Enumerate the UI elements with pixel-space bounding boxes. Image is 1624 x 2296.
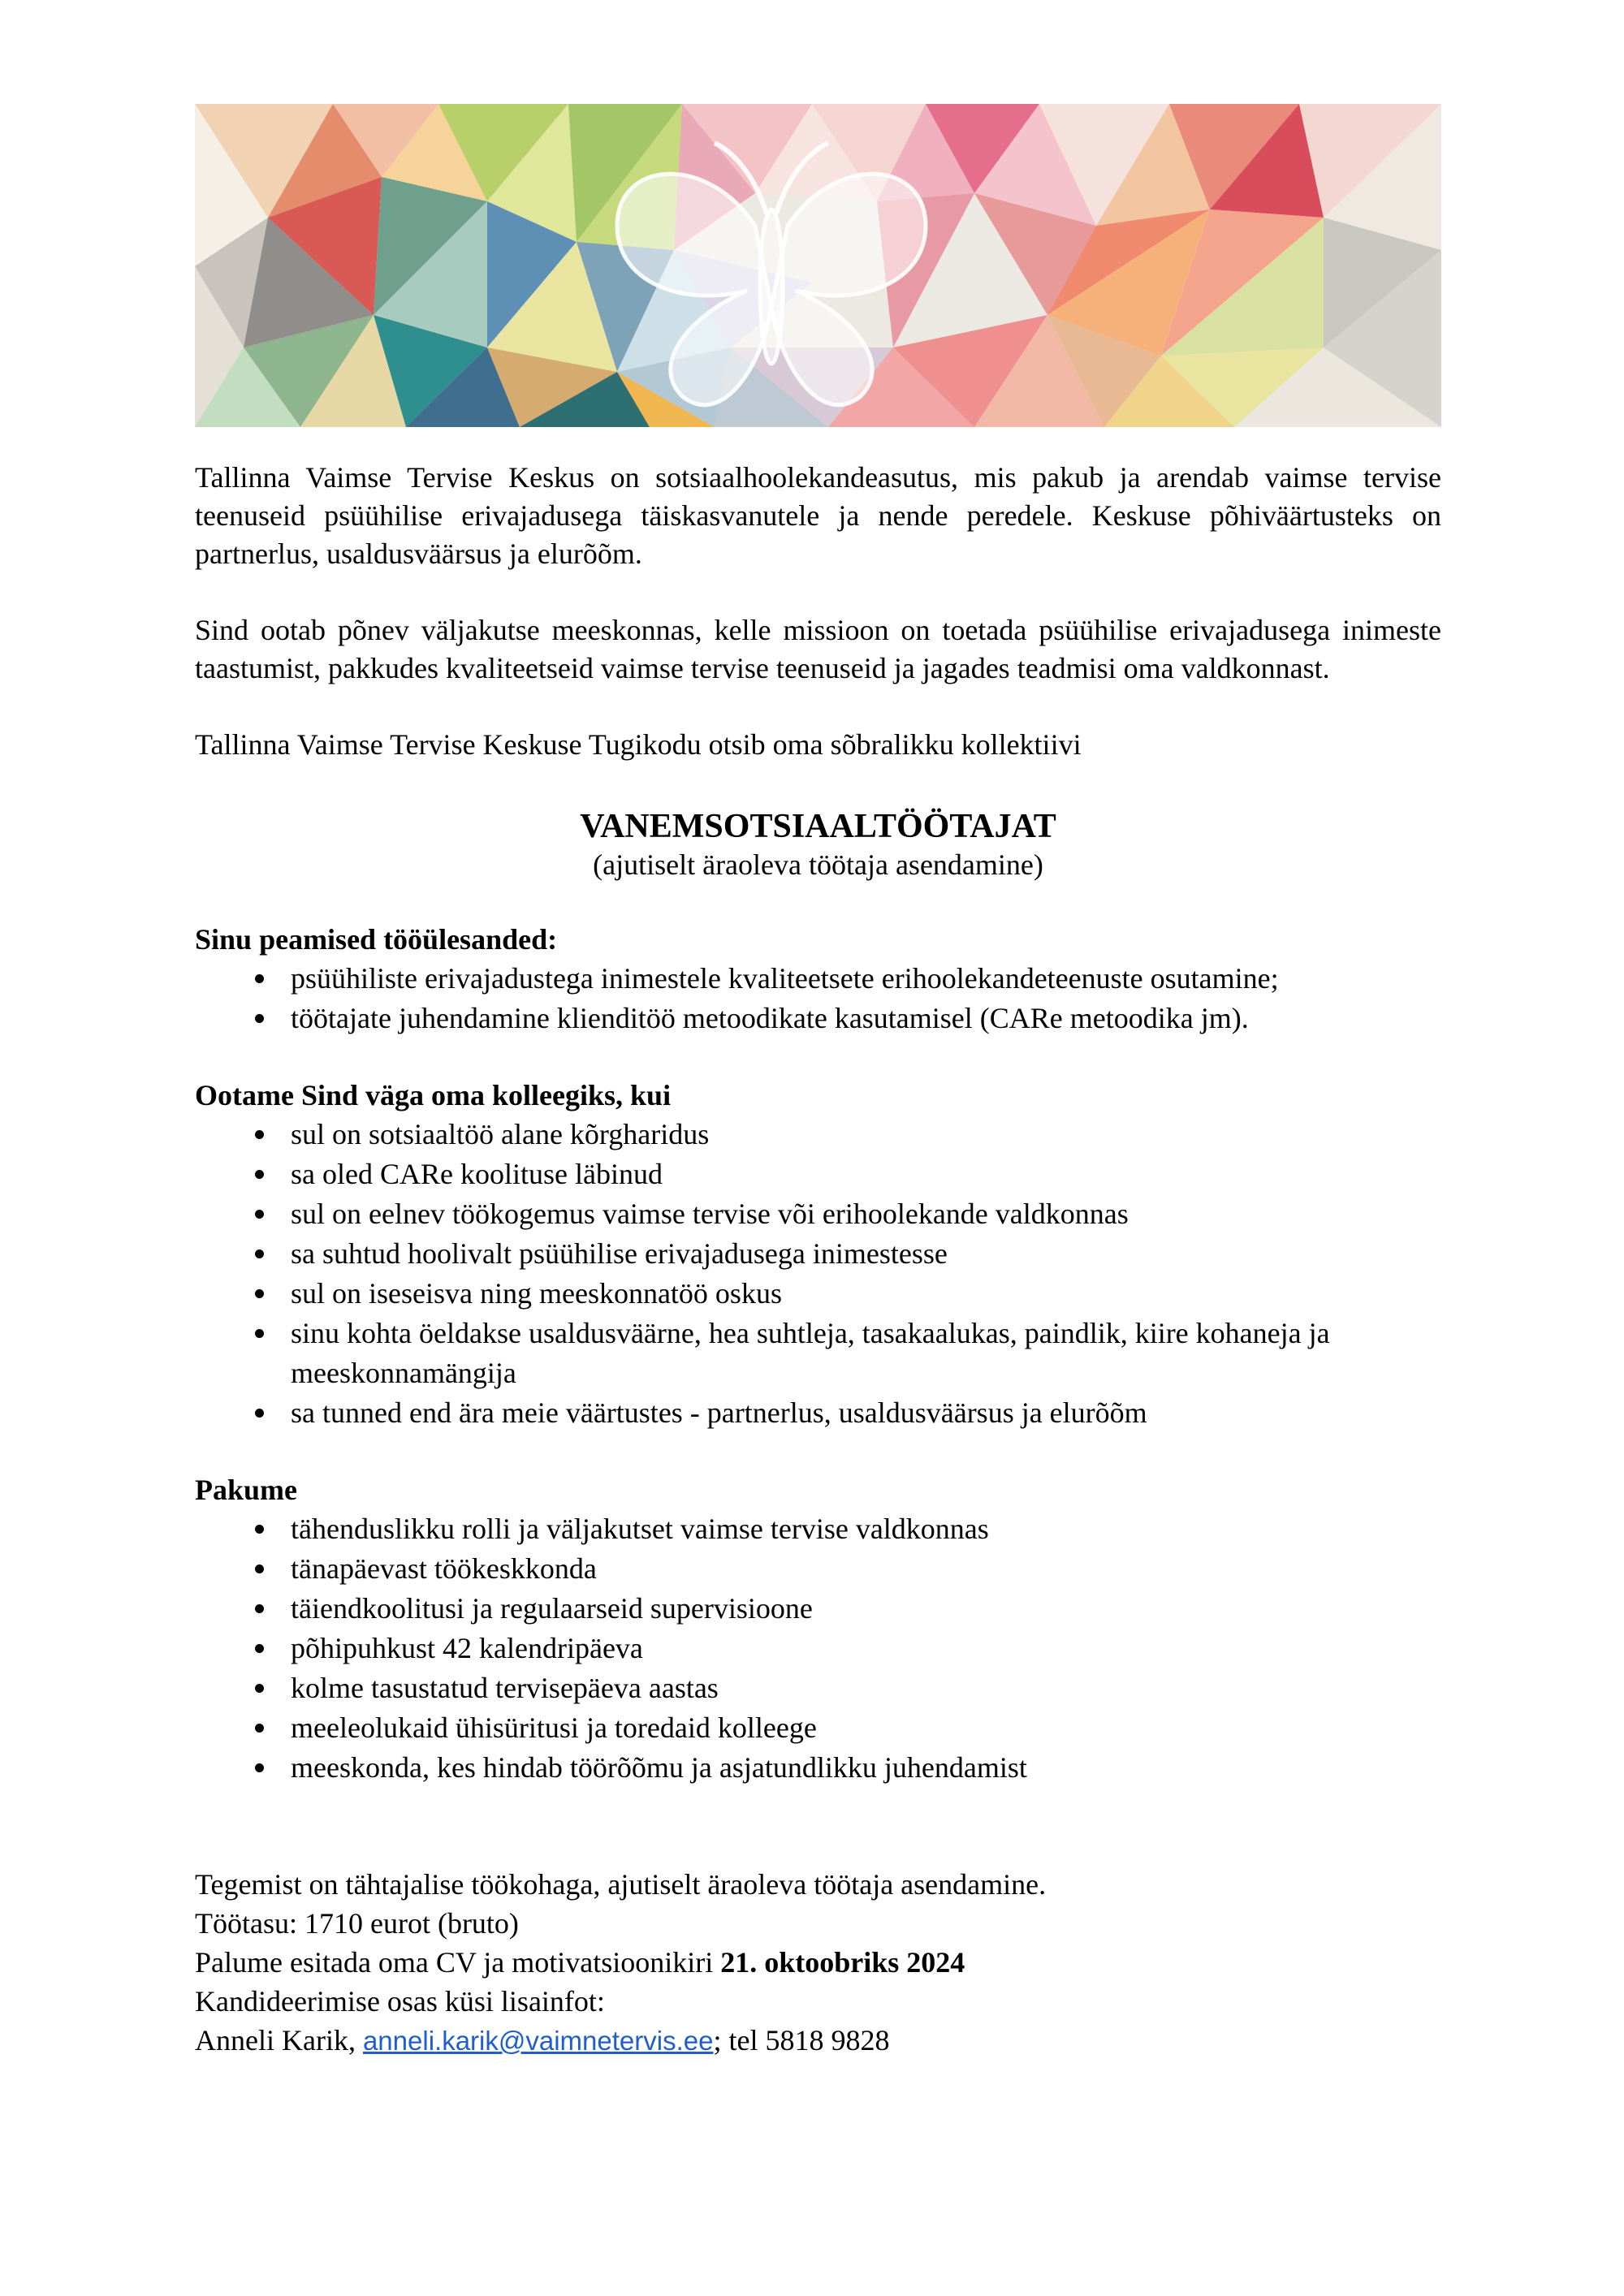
polygon-mosaic-graphic	[195, 104, 1441, 427]
requirements-heading: Ootame Sind väga oma kolleegiks, kui	[195, 1079, 672, 1111]
deadline-prefix: Palume esitada oma CV ja motivatsioonikiri	[195, 1946, 721, 1979]
list-item: psüühiliste erivajadustega inimestele kvaliteetsete erihoolekandeteenuste osutamine;	[195, 959, 1441, 999]
list-item: sul on sotsiaaltöö alane kõrgharidus	[195, 1115, 1441, 1154]
list-item: tähenduslikku rolli ja väljakutset vaimse tervise valdkonnas	[195, 1509, 1441, 1549]
position-title: VANEMSOTSIAALTÖÖTAJAT	[580, 808, 1056, 845]
requirements-list	[195, 1115, 1441, 1433]
contract-type-text: Tegemist on tähtajalise töökohaga, ajutiselt äraoleva töötaja asendamine.	[195, 1868, 1047, 1901]
list-item: täiendkoolitusi ja regulaarseid supervisioone	[195, 1589, 1441, 1629]
list-item: meeskonda, kes hindab töörõõmu ja asjatundlikku juhendamist	[195, 1748, 1441, 1788]
application-info	[195, 1865, 1441, 2061]
deadline-date: 21. oktoobriks 2024	[720, 1946, 965, 1979]
contact-line	[195, 2021, 1441, 2061]
contact-phone: ; tel 5818 9828	[713, 2024, 890, 2056]
list-item: sa oled CARe koolituse läbinud	[195, 1154, 1441, 1194]
position-subtitle: (ajutiselt äraoleva töötaja asendamine)	[593, 848, 1043, 881]
list-item: sul on iseseisva ning meeskonnatöö oskus	[195, 1274, 1441, 1314]
intro-paragraph-organisation: Tallinna Vaimse Tervise Keskus on sotsiaalhoolekandeasutus, mis pakub ja arendab vaimse tervise teenuseid psüühilise erivajadusega täiskasvanutele ja nende peredele. Keskuse põhiväärtusteks on partnerlus, usaldusväärsus ja elurõõm.	[195, 461, 1441, 570]
salary-text: Töötasu: 1710 eurot (bruto)	[195, 1907, 519, 1940]
list-item: meeleolukaid ühisüritusi ja toredaid kolleege	[195, 1708, 1441, 1748]
offer-heading: Pakume	[195, 1474, 297, 1506]
list-item: kolme tasustatud tervisepäeva aastas	[195, 1668, 1441, 1708]
deadline-line	[195, 1943, 1441, 1982]
duties-list	[195, 959, 1441, 1038]
document-content	[195, 459, 1441, 2061]
contact-email-link[interactable]: anneli.karik@vaimnetervis.ee	[362, 2026, 714, 2056]
duties-heading: Sinu peamised tööülesanded:	[195, 923, 558, 956]
inquiry-text: Kandideerimise osas küsi lisainfot:	[195, 1985, 605, 2018]
header-banner-image	[195, 104, 1441, 427]
list-item: töötajate juhendamine klienditöö metoodikate kasutamisel (CARe metoodika jm).	[195, 999, 1441, 1038]
list-item: sul on eelnev töökogemus vaimse tervise või erihoolekande valdkonnas	[195, 1194, 1441, 1234]
contact-name: Anneli Karik,	[195, 2024, 363, 2056]
list-item: tänapäevast töökeskkonda	[195, 1549, 1441, 1589]
intro-paragraph-search: Tallinna Vaimse Tervise Keskuse Tugikodu otsib oma sõbralikku kollektiivi	[195, 728, 1082, 761]
offer-list	[195, 1509, 1441, 1788]
list-item: sa tunned end ära meie väärtustes - partnerlus, usaldusväärsus ja elurõõm	[195, 1393, 1441, 1433]
list-item: põhipuhkust 42 kalendripäeva	[195, 1629, 1441, 1668]
list-item: sinu kohta öeldakse usaldusväärne, hea suhtleja, tasakaalukas, paindlik, kiire kohaneja ja meeskonnamängija	[195, 1314, 1441, 1393]
list-item: sa suhtud hoolivalt psüühilise erivajadusega inimestesse	[195, 1234, 1441, 1274]
intro-paragraph-mission: Sind ootab põnev väljakutse meeskonnas, kelle missioon on toetada psüühilise erivajadusega inimeste taastumist, pakkudes kvaliteetseid vaimse tervise teenuseid ja jagades teadmisi oma valdkonnast.	[195, 614, 1441, 684]
